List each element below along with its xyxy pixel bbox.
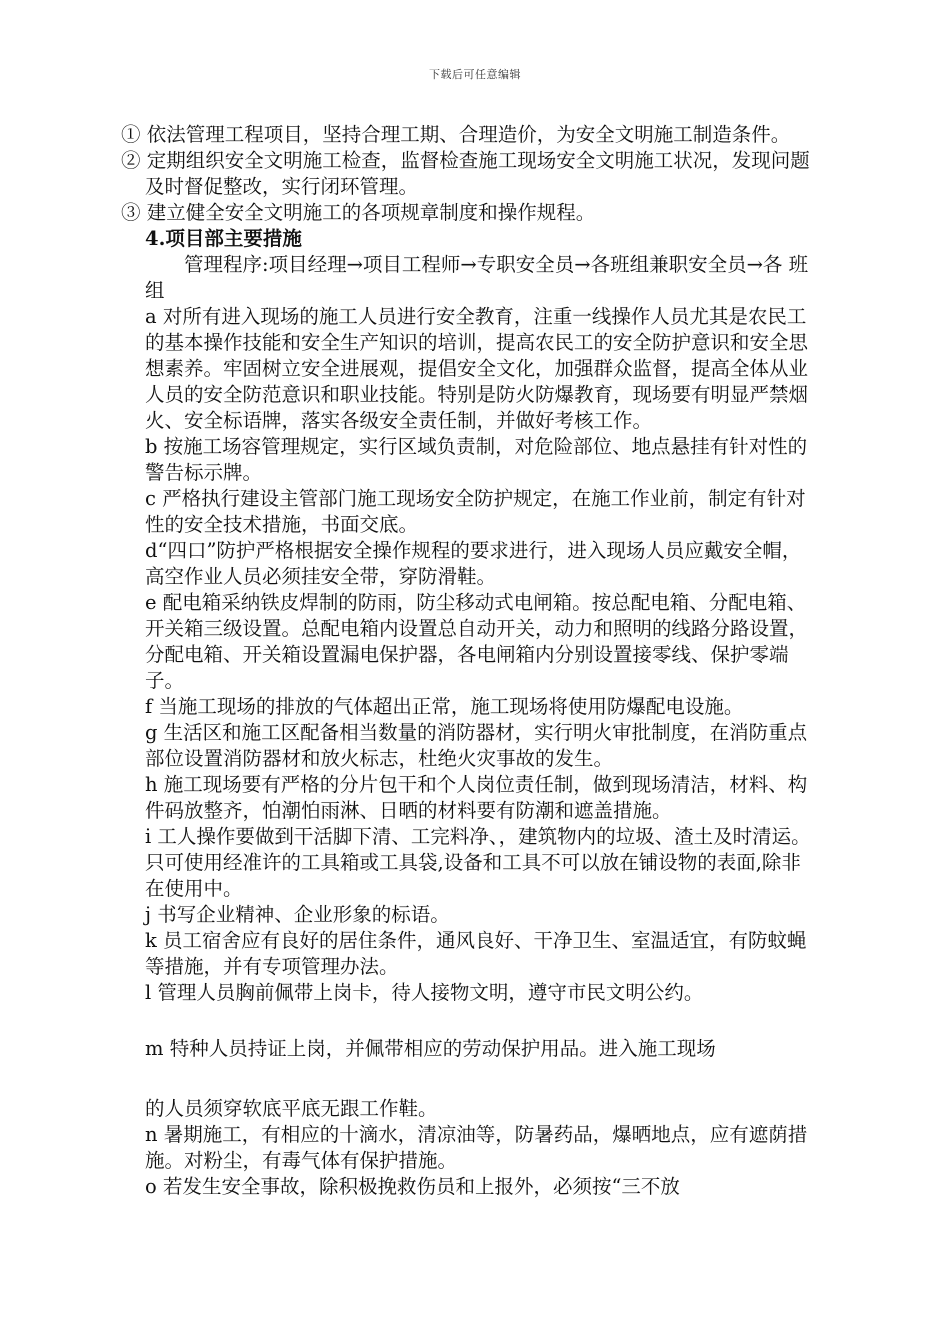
page-header: 下载后可任意编辑	[429, 68, 521, 81]
measure-o: o 若发生安全事故，除积极挽救伤员和上报外，必须按“三不放	[145, 1175, 680, 1198]
measure-e: e 配电箱采纳铁皮焊制的防雨，防尘移动式电闸箱。按总配电箱、分配电箱、开关箱三级设置。总配电箱内设置总自动开关，动力和照明的线路分路设置，分配电箱、开关箱设置漏电保护器，各电闸箱内分别设置接零线、保护零端子。	[145, 591, 809, 692]
measure-g: g 生活区和施工区配备相当数量的消防器材，实行明火审批制度，在消防重点部位设置消防器材和放火标志，杜绝火灾事故的发生。	[145, 721, 808, 770]
management-procedure: 管理程序:项目经理→项目工程师→专职安全员→各班组兼职安全员→各 班组	[145, 253, 809, 302]
measure-n: n 暑期施工，有相应的十滴水，清凉油等，防暑药品，爆晒地点，应有遮荫措施。对粉尘，有毒气体有保护措施。	[145, 1123, 808, 1172]
measure-i: i 工人操作要做到干活脚下清、工完料净、，建筑物内的垃圾、渣土及时清运。只可使用经准许的工具箱或工具袋,设备和工具不可以放在铺设物的表面,除非在使用中。	[145, 825, 811, 900]
goal-item-2: ② 定期组织安全文明施工检查，监督检查施工现场安全文明施工状况，发现问题及时督促整改，实行闭环管理。	[121, 149, 810, 198]
goal-item-3: ③ 建立健全安全文明施工的各项规章制度和操作规程。	[121, 201, 596, 224]
measure-b: b 按施工场容管理规定，实行区域负责制，对危险部位、地点悬挂有针对性的警告标示牌。	[145, 435, 808, 484]
measure-k: k 员工宿舍应有良好的居住条件，通风良好、干净卫生、室温适宜，有防蚊蝇等措施，并有专项管理办法。	[145, 929, 807, 978]
measure-l: l 管理人员胸前佩带上岗卡，待人接物文明，遵守市民文明公约。	[145, 981, 704, 1004]
measure-f: f 当施工现场的排放的气体超出正常，施工现场将使用防爆配电设施。	[145, 695, 744, 718]
measure-c: c 严格执行建设主管部门施工现场安全防护规定，在施工作业前，制定有针对性的安全技术措施，书面交底。	[145, 487, 806, 536]
measure-m-line-1: m 特种人员持证上岗，并佩带相应的劳动保护用品。进入施工现场	[145, 1037, 716, 1060]
measure-a: a 对所有进入现场的施工人员进行安全教育，注重一线操作人员尤其是农民工的基本操作技能和安全生产知识的培训，提高农民工的安全防护意识和安全思想素养。牢固树立安全进展观，提倡安全文化，加强群众监督，提高全体从业人员的安全防范意识和职业技能。特别是防火防爆教育，现场要有明显严禁烟火、安全标语牌，落实各级安全责任制，并做好考核工作。	[145, 305, 809, 432]
measure-j: j 书写企业精神、企业形象的标语。	[145, 903, 450, 926]
document-body	[121, 122, 817, 1200]
measure-d: d“四口”防护严格根据安全操作规程的要求进行，进入现场人员应戴安全帽，高空作业人员必须挂安全带，穿防滑鞋。	[145, 539, 802, 588]
measure-h: h 施工现场要有严格的分片包干和个人岗位责任制，做到现场清洁，材料、构件码放整齐，怕潮怕雨淋、日晒的材料要有防潮和遮盖措施。	[145, 773, 808, 822]
section-heading: 4.项目部主要措施	[145, 227, 302, 250]
goal-item-1: ① 依法管理工程项目，坚持合理工期、合理造价，为安全文明施工制造条件。	[121, 123, 791, 146]
measure-m-line-2: 的人员须穿软底平底无跟工作鞋。	[145, 1097, 438, 1120]
